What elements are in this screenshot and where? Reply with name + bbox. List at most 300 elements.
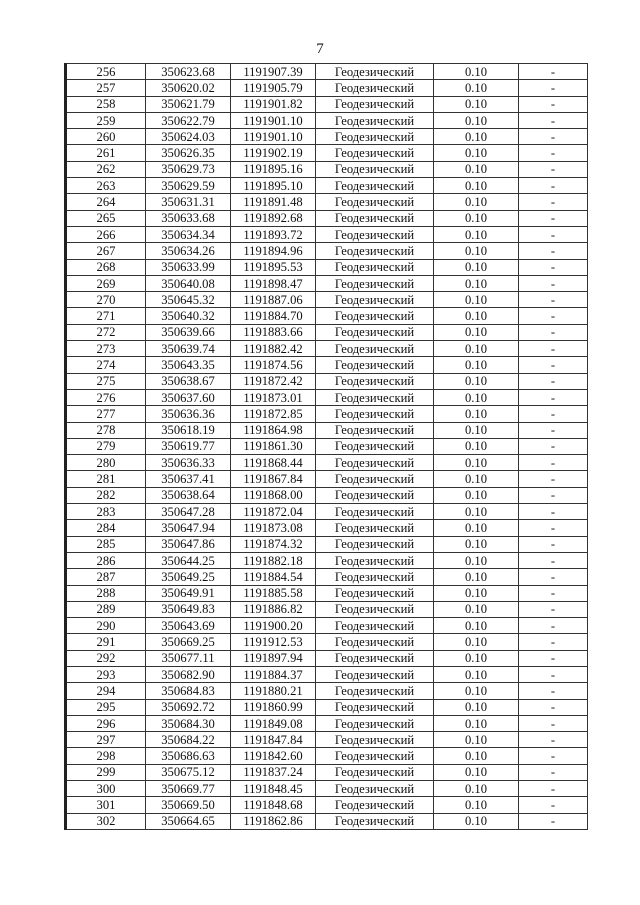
point-number-cell: 279 (66, 438, 146, 454)
y-coordinate-cell: 1191886.82 (231, 601, 316, 617)
method-cell: Геодезический (316, 96, 434, 112)
y-coordinate-cell: 1191882.42 (231, 341, 316, 357)
y-coordinate-cell: 1191900.20 (231, 618, 316, 634)
x-coordinate-cell: 350643.69 (146, 618, 231, 634)
description-cell: - (519, 324, 588, 340)
description-cell: - (519, 243, 588, 259)
accuracy-cell: 0.10 (434, 536, 519, 552)
accuracy-cell: 0.10 (434, 471, 519, 487)
table-row (66, 292, 588, 308)
description-cell: - (519, 406, 588, 422)
table-row (66, 520, 588, 536)
point-number-cell: 265 (66, 210, 146, 226)
x-coordinate-cell: 350664.65 (146, 813, 231, 829)
method-cell: Геодезический (316, 585, 434, 601)
description-cell: - (519, 601, 588, 617)
table-row (66, 422, 588, 438)
accuracy-cell: 0.10 (434, 292, 519, 308)
method-cell: Геодезический (316, 357, 434, 373)
method-cell: Геодезический (316, 601, 434, 617)
x-coordinate-cell: 350647.94 (146, 520, 231, 536)
y-coordinate-cell: 1191882.18 (231, 552, 316, 568)
method-cell: Геодезический (316, 536, 434, 552)
y-coordinate-cell: 1191887.06 (231, 292, 316, 308)
point-number-cell: 273 (66, 341, 146, 357)
y-coordinate-cell: 1191901.10 (231, 129, 316, 145)
table-row (66, 178, 588, 194)
y-coordinate-cell: 1191874.56 (231, 357, 316, 373)
x-coordinate-cell: 350669.25 (146, 634, 231, 650)
y-coordinate-cell: 1191885.58 (231, 585, 316, 601)
y-coordinate-cell: 1191867.84 (231, 471, 316, 487)
point-number-cell: 261 (66, 145, 146, 161)
y-coordinate-cell: 1191905.79 (231, 80, 316, 96)
accuracy-cell: 0.10 (434, 601, 519, 617)
y-coordinate-cell: 1191868.44 (231, 455, 316, 471)
point-number-cell: 298 (66, 748, 146, 764)
method-cell: Геодезический (316, 161, 434, 177)
point-number-cell: 271 (66, 308, 146, 324)
table-row (66, 406, 588, 422)
description-cell: - (519, 275, 588, 291)
point-number-cell: 275 (66, 373, 146, 389)
y-coordinate-cell: 1191864.98 (231, 422, 316, 438)
description-cell: - (519, 813, 588, 829)
accuracy-cell: 0.10 (434, 96, 519, 112)
y-coordinate-cell: 1191895.10 (231, 178, 316, 194)
y-coordinate-cell: 1191861.30 (231, 438, 316, 454)
point-number-cell: 266 (66, 226, 146, 242)
table-row (66, 112, 588, 128)
point-number-cell: 280 (66, 455, 146, 471)
x-coordinate-cell: 350649.83 (146, 601, 231, 617)
x-coordinate-cell: 350682.90 (146, 666, 231, 682)
accuracy-cell: 0.10 (434, 226, 519, 242)
y-coordinate-cell: 1191895.16 (231, 161, 316, 177)
table-row (66, 357, 588, 373)
table-row (66, 438, 588, 454)
y-coordinate-cell: 1191860.99 (231, 699, 316, 715)
x-coordinate-cell: 350684.22 (146, 732, 231, 748)
point-number-cell: 259 (66, 112, 146, 128)
point-number-cell: 289 (66, 601, 146, 617)
x-coordinate-cell: 350640.08 (146, 275, 231, 291)
point-number-cell: 282 (66, 487, 146, 503)
table-row (66, 764, 588, 780)
table-row (66, 259, 588, 275)
y-coordinate-cell: 1191848.68 (231, 797, 316, 813)
description-cell: - (519, 487, 588, 503)
x-coordinate-cell: 350643.35 (146, 357, 231, 373)
table-row (66, 210, 588, 226)
point-number-cell: 285 (66, 536, 146, 552)
accuracy-cell: 0.10 (434, 275, 519, 291)
y-coordinate-cell: 1191884.37 (231, 666, 316, 682)
y-coordinate-cell: 1191902.19 (231, 145, 316, 161)
description-cell: - (519, 438, 588, 454)
y-coordinate-cell: 1191873.01 (231, 389, 316, 405)
method-cell: Геодезический (316, 650, 434, 666)
method-cell: Геодезический (316, 406, 434, 422)
description-cell: - (519, 161, 588, 177)
table-row (66, 324, 588, 340)
accuracy-cell: 0.10 (434, 455, 519, 471)
point-number-cell: 257 (66, 80, 146, 96)
y-coordinate-cell: 1191898.47 (231, 275, 316, 291)
y-coordinate-cell: 1191907.39 (231, 64, 316, 80)
accuracy-cell: 0.10 (434, 357, 519, 373)
y-coordinate-cell: 1191862.86 (231, 813, 316, 829)
point-number-cell: 287 (66, 569, 146, 585)
method-cell: Геодезический (316, 129, 434, 145)
point-number-cell: 296 (66, 715, 146, 731)
description-cell: - (519, 699, 588, 715)
method-cell: Геодезический (316, 341, 434, 357)
table-row (66, 243, 588, 259)
x-coordinate-cell: 350649.91 (146, 585, 231, 601)
point-number-cell: 301 (66, 797, 146, 813)
table-row (66, 471, 588, 487)
point-number-cell: 278 (66, 422, 146, 438)
y-coordinate-cell: 1191893.72 (231, 226, 316, 242)
method-cell: Геодезический (316, 324, 434, 340)
x-coordinate-cell: 350633.99 (146, 259, 231, 275)
method-cell: Геодезический (316, 389, 434, 405)
table-row (66, 699, 588, 715)
table-row (66, 715, 588, 731)
point-number-cell: 292 (66, 650, 146, 666)
accuracy-cell: 0.10 (434, 634, 519, 650)
method-cell: Геодезический (316, 781, 434, 797)
method-cell: Геодезический (316, 569, 434, 585)
y-coordinate-cell: 1191884.54 (231, 569, 316, 585)
y-coordinate-cell: 1191884.70 (231, 308, 316, 324)
description-cell: - (519, 259, 588, 275)
point-number-cell: 297 (66, 732, 146, 748)
accuracy-cell: 0.10 (434, 389, 519, 405)
table-row (66, 487, 588, 503)
y-coordinate-cell: 1191901.82 (231, 96, 316, 112)
x-coordinate-cell: 350644.25 (146, 552, 231, 568)
description-cell: - (519, 781, 588, 797)
table-row (66, 732, 588, 748)
description-cell: - (519, 748, 588, 764)
point-number-cell: 295 (66, 699, 146, 715)
table-row (66, 341, 588, 357)
point-number-cell: 263 (66, 178, 146, 194)
point-number-cell: 276 (66, 389, 146, 405)
point-number-cell: 260 (66, 129, 146, 145)
x-coordinate-cell: 350649.25 (146, 569, 231, 585)
x-coordinate-cell: 350618.19 (146, 422, 231, 438)
accuracy-cell: 0.10 (434, 243, 519, 259)
table-row (66, 129, 588, 145)
description-cell: - (519, 764, 588, 780)
description-cell: - (519, 471, 588, 487)
method-cell: Геодезический (316, 308, 434, 324)
description-cell: - (519, 226, 588, 242)
table-row (66, 389, 588, 405)
table-row (66, 275, 588, 291)
accuracy-cell: 0.10 (434, 422, 519, 438)
description-cell: - (519, 357, 588, 373)
point-number-cell: 274 (66, 357, 146, 373)
method-cell: Геодезический (316, 748, 434, 764)
point-number-cell: 302 (66, 813, 146, 829)
method-cell: Геодезический (316, 471, 434, 487)
accuracy-cell: 0.10 (434, 194, 519, 210)
point-number-cell: 281 (66, 471, 146, 487)
x-coordinate-cell: 350633.68 (146, 210, 231, 226)
point-number-cell: 258 (66, 96, 146, 112)
table-row (66, 308, 588, 324)
coordinates-table-body (66, 64, 588, 830)
method-cell: Геодезический (316, 292, 434, 308)
method-cell: Геодезический (316, 813, 434, 829)
method-cell: Геодезический (316, 520, 434, 536)
point-number-cell: 288 (66, 585, 146, 601)
x-coordinate-cell: 350626.35 (146, 145, 231, 161)
table-row (66, 226, 588, 242)
table-row (66, 666, 588, 682)
description-cell: - (519, 520, 588, 536)
method-cell: Геодезический (316, 683, 434, 699)
point-number-cell: 264 (66, 194, 146, 210)
x-coordinate-cell: 350684.83 (146, 683, 231, 699)
method-cell: Геодезический (316, 178, 434, 194)
y-coordinate-cell: 1191847.84 (231, 732, 316, 748)
table-row (66, 161, 588, 177)
x-coordinate-cell: 350636.36 (146, 406, 231, 422)
x-coordinate-cell: 350621.79 (146, 96, 231, 112)
x-coordinate-cell: 350639.74 (146, 341, 231, 357)
description-cell: - (519, 618, 588, 634)
accuracy-cell: 0.10 (434, 129, 519, 145)
method-cell: Геодезический (316, 80, 434, 96)
description-cell: - (519, 634, 588, 650)
y-coordinate-cell: 1191895.53 (231, 259, 316, 275)
x-coordinate-cell: 350636.33 (146, 455, 231, 471)
x-coordinate-cell: 350675.12 (146, 764, 231, 780)
y-coordinate-cell: 1191849.08 (231, 715, 316, 731)
table-row (66, 373, 588, 389)
accuracy-cell: 0.10 (434, 210, 519, 226)
accuracy-cell: 0.10 (434, 64, 519, 80)
x-coordinate-cell: 350686.63 (146, 748, 231, 764)
point-number-cell: 272 (66, 324, 146, 340)
accuracy-cell: 0.10 (434, 764, 519, 780)
method-cell: Геодезический (316, 487, 434, 503)
y-coordinate-cell: 1191880.21 (231, 683, 316, 699)
table-row (66, 194, 588, 210)
method-cell: Геодезический (316, 797, 434, 813)
table-row (66, 797, 588, 813)
x-coordinate-cell: 350647.28 (146, 504, 231, 520)
point-number-cell: 267 (66, 243, 146, 259)
description-cell: - (519, 569, 588, 585)
x-coordinate-cell: 350640.32 (146, 308, 231, 324)
method-cell: Геодезический (316, 226, 434, 242)
accuracy-cell: 0.10 (434, 438, 519, 454)
x-coordinate-cell: 350638.64 (146, 487, 231, 503)
x-coordinate-cell: 350669.77 (146, 781, 231, 797)
accuracy-cell: 0.10 (434, 585, 519, 601)
description-cell: - (519, 373, 588, 389)
table-row (66, 145, 588, 161)
point-number-cell: 294 (66, 683, 146, 699)
method-cell: Геодезический (316, 666, 434, 682)
point-number-cell: 299 (66, 764, 146, 780)
table-row (66, 650, 588, 666)
description-cell: - (519, 504, 588, 520)
table-row (66, 536, 588, 552)
y-coordinate-cell: 1191848.45 (231, 781, 316, 797)
method-cell: Геодезический (316, 699, 434, 715)
description-cell: - (519, 422, 588, 438)
y-coordinate-cell: 1191891.48 (231, 194, 316, 210)
x-coordinate-cell: 350631.31 (146, 194, 231, 210)
x-coordinate-cell: 350645.32 (146, 292, 231, 308)
x-coordinate-cell: 350638.67 (146, 373, 231, 389)
accuracy-cell: 0.10 (434, 259, 519, 275)
method-cell: Геодезический (316, 194, 434, 210)
y-coordinate-cell: 1191874.32 (231, 536, 316, 552)
method-cell: Геодезический (316, 634, 434, 650)
x-coordinate-cell: 350637.41 (146, 471, 231, 487)
description-cell: - (519, 666, 588, 682)
method-cell: Геодезический (316, 64, 434, 80)
accuracy-cell: 0.10 (434, 487, 519, 503)
point-number-cell: 283 (66, 504, 146, 520)
y-coordinate-cell: 1191872.85 (231, 406, 316, 422)
coordinates-table (64, 63, 588, 830)
x-coordinate-cell: 350619.77 (146, 438, 231, 454)
method-cell: Геодезический (316, 422, 434, 438)
y-coordinate-cell: 1191892.68 (231, 210, 316, 226)
description-cell: - (519, 455, 588, 471)
description-cell: - (519, 64, 588, 80)
table-row (66, 585, 588, 601)
accuracy-cell: 0.10 (434, 666, 519, 682)
method-cell: Геодезический (316, 504, 434, 520)
x-coordinate-cell: 350623.68 (146, 64, 231, 80)
page-number: 7 (316, 41, 324, 57)
description-cell: - (519, 80, 588, 96)
accuracy-cell: 0.10 (434, 112, 519, 128)
y-coordinate-cell: 1191912.53 (231, 634, 316, 650)
accuracy-cell: 0.10 (434, 683, 519, 699)
table-row (66, 504, 588, 520)
table-row (66, 64, 588, 80)
point-number-cell: 256 (66, 64, 146, 80)
method-cell: Геодезический (316, 210, 434, 226)
table-row (66, 455, 588, 471)
description-cell: - (519, 683, 588, 699)
x-coordinate-cell: 350669.50 (146, 797, 231, 813)
description-cell: - (519, 178, 588, 194)
y-coordinate-cell: 1191901.10 (231, 112, 316, 128)
x-coordinate-cell: 350634.34 (146, 226, 231, 242)
point-number-cell: 300 (66, 781, 146, 797)
description-cell: - (519, 585, 588, 601)
accuracy-cell: 0.10 (434, 145, 519, 161)
accuracy-cell: 0.10 (434, 341, 519, 357)
x-coordinate-cell: 350647.86 (146, 536, 231, 552)
accuracy-cell: 0.10 (434, 715, 519, 731)
table-row (66, 618, 588, 634)
y-coordinate-cell: 1191897.94 (231, 650, 316, 666)
point-number-cell: 284 (66, 520, 146, 536)
point-number-cell: 291 (66, 634, 146, 650)
method-cell: Геодезический (316, 438, 434, 454)
y-coordinate-cell: 1191842.60 (231, 748, 316, 764)
table-row (66, 781, 588, 797)
method-cell: Геодезический (316, 618, 434, 634)
x-coordinate-cell: 350692.72 (146, 699, 231, 715)
description-cell: - (519, 536, 588, 552)
y-coordinate-cell: 1191872.42 (231, 373, 316, 389)
description-cell: - (519, 96, 588, 112)
accuracy-cell: 0.10 (434, 504, 519, 520)
accuracy-cell: 0.10 (434, 569, 519, 585)
x-coordinate-cell: 350677.11 (146, 650, 231, 666)
x-coordinate-cell: 350634.26 (146, 243, 231, 259)
accuracy-cell: 0.10 (434, 80, 519, 96)
point-number-cell: 290 (66, 618, 146, 634)
description-cell: - (519, 129, 588, 145)
y-coordinate-cell: 1191868.00 (231, 487, 316, 503)
x-coordinate-cell: 350684.30 (146, 715, 231, 731)
description-cell: - (519, 112, 588, 128)
accuracy-cell: 0.10 (434, 161, 519, 177)
point-number-cell: 269 (66, 275, 146, 291)
x-coordinate-cell: 350622.79 (146, 112, 231, 128)
table-row (66, 552, 588, 568)
method-cell: Геодезический (316, 275, 434, 291)
accuracy-cell: 0.10 (434, 324, 519, 340)
x-coordinate-cell: 350629.73 (146, 161, 231, 177)
point-number-cell: 286 (66, 552, 146, 568)
point-number-cell: 277 (66, 406, 146, 422)
accuracy-cell: 0.10 (434, 781, 519, 797)
description-cell: - (519, 341, 588, 357)
x-coordinate-cell: 350624.03 (146, 129, 231, 145)
method-cell: Геодезический (316, 732, 434, 748)
x-coordinate-cell: 350637.60 (146, 389, 231, 405)
table-row (66, 634, 588, 650)
y-coordinate-cell: 1191872.04 (231, 504, 316, 520)
table-row (66, 683, 588, 699)
description-cell: - (519, 292, 588, 308)
x-coordinate-cell: 350639.66 (146, 324, 231, 340)
method-cell: Геодезический (316, 764, 434, 780)
method-cell: Геодезический (316, 112, 434, 128)
method-cell: Геодезический (316, 715, 434, 731)
accuracy-cell: 0.10 (434, 732, 519, 748)
accuracy-cell: 0.10 (434, 552, 519, 568)
accuracy-cell: 0.10 (434, 699, 519, 715)
table-row (66, 748, 588, 764)
method-cell: Геодезический (316, 552, 434, 568)
accuracy-cell: 0.10 (434, 406, 519, 422)
table-row (66, 601, 588, 617)
table-row (66, 813, 588, 829)
accuracy-cell: 0.10 (434, 618, 519, 634)
method-cell: Геодезический (316, 145, 434, 161)
y-coordinate-cell: 1191883.66 (231, 324, 316, 340)
description-cell: - (519, 145, 588, 161)
x-coordinate-cell: 350620.02 (146, 80, 231, 96)
